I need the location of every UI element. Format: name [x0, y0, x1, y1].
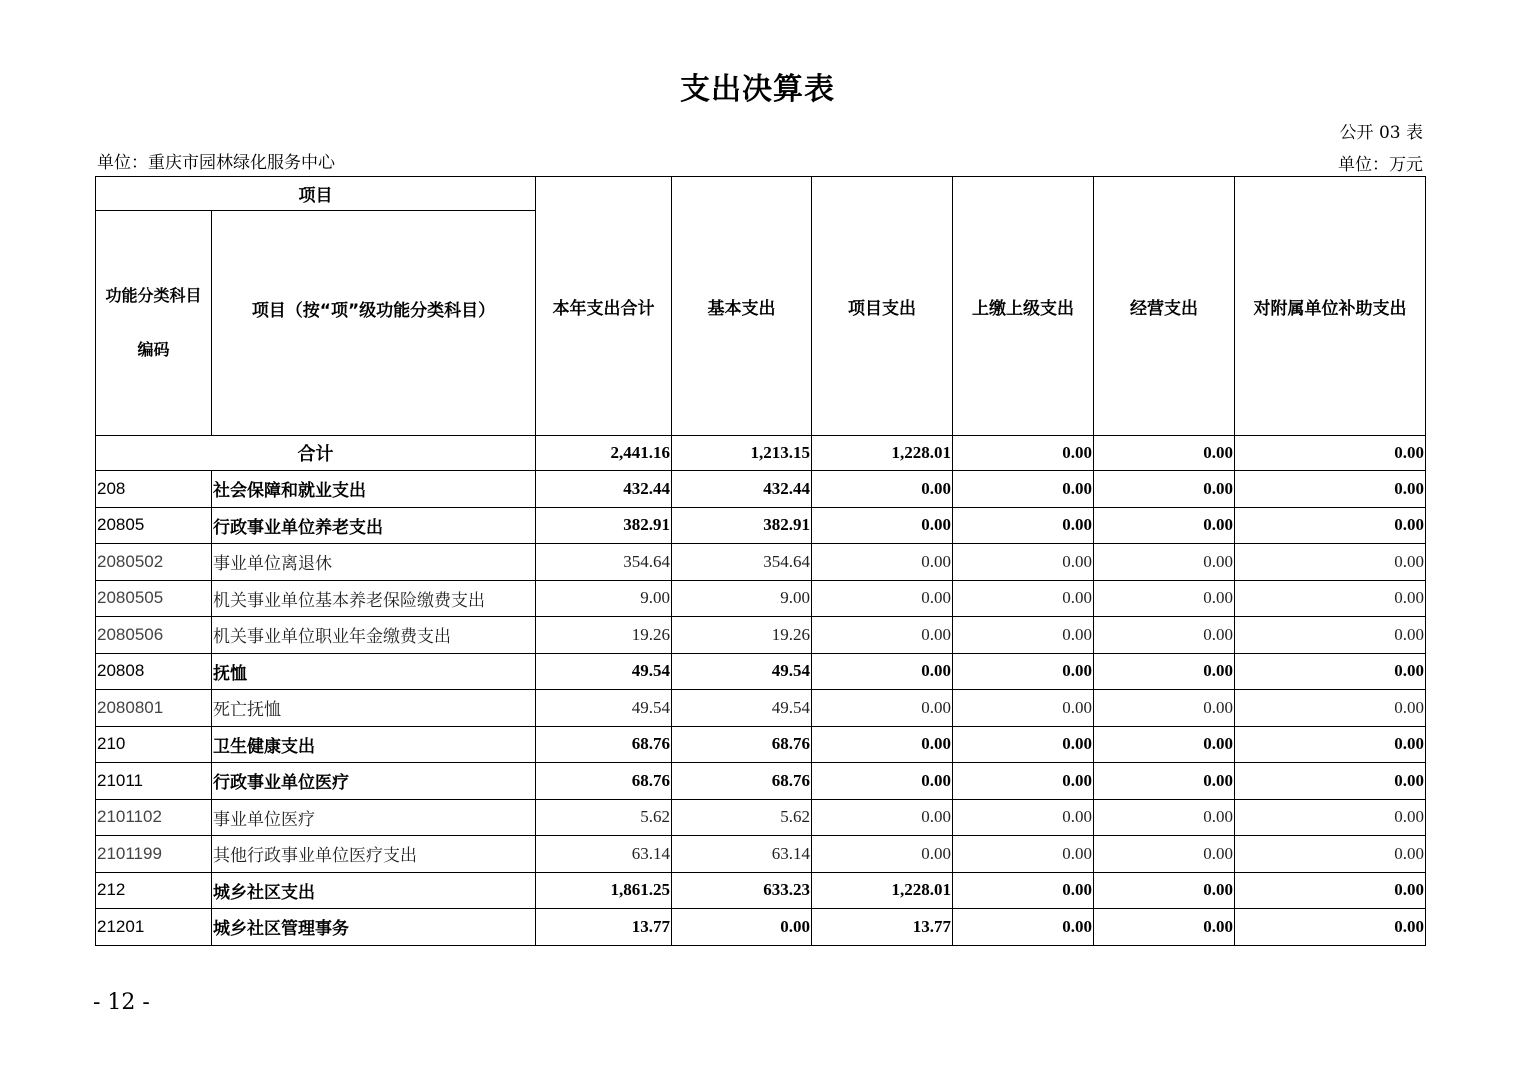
row-value: 1,228.01: [812, 872, 953, 909]
row-value: 68.76: [672, 763, 812, 800]
table-row: [96, 726, 1426, 763]
row-value: 0.00: [812, 799, 953, 836]
row-value: 0.00: [1094, 507, 1235, 544]
row-value: 0.00: [1235, 690, 1426, 727]
header-subsidy: 对附属单位补助支出: [1235, 177, 1426, 436]
row-value: 63.14: [536, 836, 672, 873]
row-value: 0.00: [953, 836, 1094, 873]
table-row: [96, 872, 1426, 909]
row-name: 抚恤: [212, 653, 536, 690]
row-code: 21011: [96, 763, 212, 800]
row-value: 0.00: [1235, 580, 1426, 617]
row-value: 63.14: [672, 836, 812, 873]
row-value: 0.00: [953, 471, 1094, 508]
expenditure-table: [95, 176, 1426, 946]
row-value: 0.00: [812, 726, 953, 763]
row-code: 21201: [96, 909, 212, 946]
row-value: 13.77: [536, 909, 672, 946]
row-value: 382.91: [536, 507, 672, 544]
row-value: 0.00: [1094, 726, 1235, 763]
form-number: 公开 03 表: [1339, 123, 1423, 143]
row-value: 5.62: [672, 799, 812, 836]
row-value: 0.00: [1094, 653, 1235, 690]
row-value: 432.44: [536, 471, 672, 508]
header-code-line1: 功能分类科目: [105, 286, 202, 305]
row-name: 卫生健康支出: [212, 726, 536, 763]
row-code: 2080506: [96, 617, 212, 654]
table-row: [96, 836, 1426, 873]
row-value: 0.00: [953, 726, 1094, 763]
row-value: 0.00: [1235, 909, 1426, 946]
row-name: 事业单位医疗: [212, 799, 536, 836]
row-code: 2080801: [96, 690, 212, 727]
row-value: 0.00: [672, 909, 812, 946]
row-code: 2080502: [96, 544, 212, 581]
row-value: 0.00: [1235, 726, 1426, 763]
row-value: 0.00: [812, 617, 953, 654]
table-row: [96, 653, 1426, 690]
table-row: [96, 617, 1426, 654]
row-value: 0.00: [953, 617, 1094, 654]
row-value: 382.91: [672, 507, 812, 544]
row-value: 0.00: [953, 872, 1094, 909]
row-name: 事业单位离退休: [212, 544, 536, 581]
row-value: 49.54: [672, 653, 812, 690]
row-value: 0.00: [1094, 544, 1235, 581]
total-value: 1,213.15: [672, 436, 812, 471]
table-row: [96, 507, 1426, 544]
table-row: [96, 580, 1426, 617]
row-value: 19.26: [536, 617, 672, 654]
row-value: 0.00: [1094, 799, 1235, 836]
row-name: 机关事业单位职业年金缴费支出: [212, 617, 536, 654]
row-value: 0.00: [812, 544, 953, 581]
header-business: 经营支出: [1094, 177, 1235, 436]
page-title: 支出决算表: [680, 72, 835, 107]
row-value: 354.64: [536, 544, 672, 581]
row-value: 0.00: [1094, 580, 1235, 617]
row-value: 432.44: [672, 471, 812, 508]
row-name: 社会保障和就业支出: [212, 471, 536, 508]
row-name: 其他行政事业单位医疗支出: [212, 836, 536, 873]
row-value: 49.54: [672, 690, 812, 727]
row-value: 0.00: [1235, 471, 1426, 508]
total-value: 0.00: [1094, 436, 1235, 471]
row-value: 0.00: [953, 690, 1094, 727]
row-value: 0.00: [1094, 471, 1235, 508]
row-code: 2080505: [96, 580, 212, 617]
row-value: 49.54: [536, 653, 672, 690]
row-value: 0.00: [1094, 909, 1235, 946]
row-value: 0.00: [1235, 507, 1426, 544]
row-value: 0.00: [812, 580, 953, 617]
row-value: 0.00: [812, 763, 953, 800]
total-row: [96, 436, 1426, 471]
row-code: 20805: [96, 507, 212, 544]
row-value: 0.00: [1094, 872, 1235, 909]
row-value: 1,861.25: [536, 872, 672, 909]
row-value: 9.00: [536, 580, 672, 617]
row-value: 0.00: [953, 799, 1094, 836]
row-value: 0.00: [1235, 544, 1426, 581]
row-name: 城乡社区支出: [212, 872, 536, 909]
row-value: 0.00: [1235, 799, 1426, 836]
unit-currency: 单位：万元: [1338, 155, 1423, 175]
row-value: 5.62: [536, 799, 672, 836]
header-name: 项目（按“项”级功能分类科目）: [212, 211, 536, 436]
row-code: 2101102: [96, 799, 212, 836]
row-value: 13.77: [812, 909, 953, 946]
row-value: 19.26: [672, 617, 812, 654]
row-value: 0.00: [953, 507, 1094, 544]
total-value: 1,228.01: [812, 436, 953, 471]
row-value: 0.00: [1235, 617, 1426, 654]
row-value: 0.00: [953, 653, 1094, 690]
row-code: 20808: [96, 653, 212, 690]
row-code: 212: [96, 872, 212, 909]
total-label: 合计: [96, 436, 536, 471]
row-value: 0.00: [812, 471, 953, 508]
row-value: 68.76: [672, 726, 812, 763]
row-code: 2101199: [96, 836, 212, 873]
row-value: 0.00: [1094, 763, 1235, 800]
row-value: 9.00: [672, 580, 812, 617]
row-name: 行政事业单位医疗: [212, 763, 536, 800]
row-value: 0.00: [1094, 617, 1235, 654]
table-row: [96, 909, 1426, 946]
header-upper-level: 上缴上级支出: [953, 177, 1094, 436]
table-row: [96, 799, 1426, 836]
row-value: 0.00: [953, 544, 1094, 581]
row-name: 机关事业单位基本养老保险缴费支出: [212, 580, 536, 617]
row-name: 行政事业单位养老支出: [212, 507, 536, 544]
row-value: 354.64: [672, 544, 812, 581]
table-row: [96, 471, 1426, 508]
row-value: 68.76: [536, 726, 672, 763]
header-project: 项目: [96, 177, 536, 211]
row-value: 0.00: [1094, 690, 1235, 727]
row-value: 0.00: [812, 653, 953, 690]
row-value: 0.00: [1235, 836, 1426, 873]
total-value: 0.00: [953, 436, 1094, 471]
row-value: 49.54: [536, 690, 672, 727]
header-code: [96, 211, 212, 436]
row-value: 0.00: [812, 836, 953, 873]
row-value: 68.76: [536, 763, 672, 800]
row-name: 死亡抚恤: [212, 690, 536, 727]
header-basic: 基本支出: [672, 177, 812, 436]
row-value: 0.00: [1094, 836, 1235, 873]
unit-organization: 单位：重庆市园林绿化服务中心: [97, 153, 335, 173]
table-row: [96, 544, 1426, 581]
row-code: 208: [96, 471, 212, 508]
row-name: 城乡社区管理事务: [212, 909, 536, 946]
header-total: 本年支出合计: [536, 177, 672, 436]
row-value: 0.00: [953, 580, 1094, 617]
page-number: - 12 -: [93, 990, 150, 1015]
row-value: 0.00: [1235, 872, 1426, 909]
row-value: 0.00: [953, 909, 1094, 946]
row-code: 210: [96, 726, 212, 763]
row-value: 0.00: [812, 507, 953, 544]
header-project-expenditure: 项目支出: [812, 177, 953, 436]
row-value: 0.00: [1235, 763, 1426, 800]
table-row: [96, 690, 1426, 727]
table-row: [96, 763, 1426, 800]
row-value: 0.00: [1235, 653, 1426, 690]
header-code-line2: 编码: [137, 340, 170, 359]
row-value: 0.00: [812, 690, 953, 727]
row-value: 0.00: [953, 763, 1094, 800]
total-value: 0.00: [1235, 436, 1426, 471]
row-value: 633.23: [672, 872, 812, 909]
total-value: 2,441.16: [536, 436, 672, 471]
